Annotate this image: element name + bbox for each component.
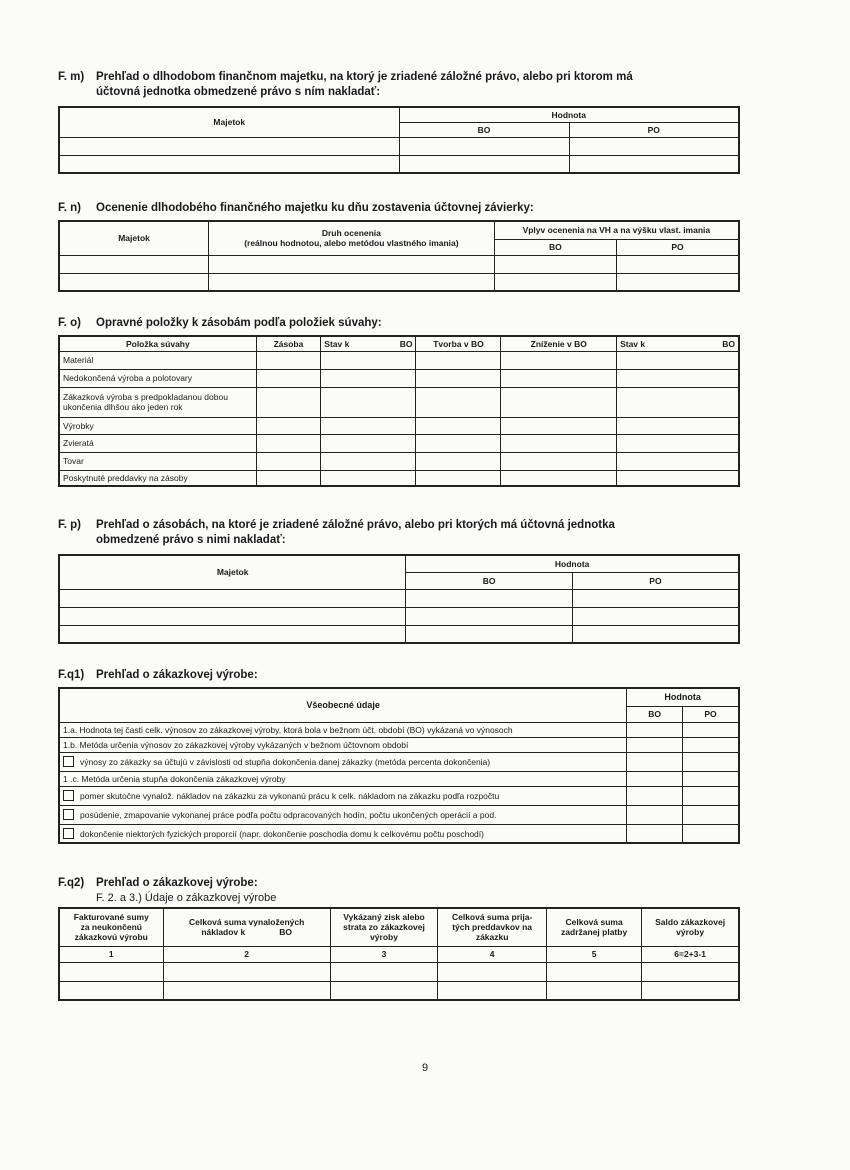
col-number: 2 <box>163 946 330 962</box>
table-cell[interactable] <box>59 607 406 625</box>
fo-table <box>58 335 740 487</box>
col-po: PO <box>572 572 739 589</box>
col-vplyv: Vplyv ocenenia na VH a na výšku vlast. imania <box>494 221 739 239</box>
table-cell[interactable] <box>59 273 209 291</box>
table-cell[interactable] <box>406 607 573 625</box>
table-cell[interactable] <box>501 434 617 452</box>
checkbox[interactable] <box>63 790 74 801</box>
section-title: Prehľad o dlhodobom finančnom majetku, na ktorý je zriadené záložné právo, alebo pri ktorom má <box>96 71 633 83</box>
section-title: Ocenenie dlhodobého finančného majetku ku dňu zostavenia účtovnej závierky: <box>96 202 534 214</box>
table-cell[interactable] <box>501 470 617 486</box>
table-cell[interactable] <box>617 273 739 291</box>
table-cell[interactable] <box>256 417 321 434</box>
table-cell[interactable] <box>683 737 739 752</box>
section-title: Prehľad o zákazkovej výrobe: <box>96 669 258 681</box>
fq1-table <box>58 687 740 844</box>
header-line: Celková suma vynaložených <box>189 917 305 928</box>
section-number: F.q2) <box>58 877 85 889</box>
section-title: Prehľad o zákazkovej výrobe: <box>96 877 258 889</box>
col-number: 3 <box>330 946 437 962</box>
header-bo: BO <box>279 927 292 938</box>
table-cell[interactable] <box>256 434 321 452</box>
table-cell[interactable] <box>501 417 617 434</box>
fn-table <box>58 220 740 292</box>
section-fn <box>58 201 740 292</box>
section-number: F. n) <box>58 202 81 214</box>
table-cell[interactable] <box>627 737 683 752</box>
row-label: 1 .c. Metóda určenia stupňa dokončenia zákazkovej výroby <box>59 771 627 786</box>
col-druh-note: (reálnou hodnotou, alebo metódou vlastného imania) <box>244 238 459 249</box>
section-title: Opravné položky k zásobám podľa položiek súvahy: <box>96 317 382 329</box>
fm-table <box>58 106 740 174</box>
table-cell[interactable] <box>330 981 437 1000</box>
table-cell[interactable] <box>416 470 501 486</box>
table-cell[interactable] <box>501 387 617 417</box>
table-cell[interactable] <box>399 155 569 173</box>
section-title-cont: obmedzené právo s nimi nakladať: <box>96 534 286 546</box>
header-line: zákazkovú výrobu <box>74 932 148 943</box>
table-cell[interactable] <box>416 387 501 417</box>
fq2-table <box>58 907 740 1001</box>
section-number: F. o) <box>58 317 81 329</box>
header-line: zadržanej platby <box>561 927 628 938</box>
checkbox[interactable] <box>63 756 74 767</box>
table-cell[interactable] <box>572 589 739 607</box>
header-line: Vykázaný zisk alebo <box>343 912 425 923</box>
col-majetok: Majetok <box>59 555 406 589</box>
table-cell[interactable] <box>617 369 739 387</box>
checkbox[interactable] <box>63 809 74 820</box>
row-label: Zvieratá <box>59 434 256 452</box>
table-cell[interactable] <box>501 452 617 470</box>
table-cell[interactable] <box>617 417 739 434</box>
table-cell[interactable] <box>330 962 437 981</box>
table-cell[interactable] <box>617 255 739 273</box>
col-majetok: Majetok <box>59 221 209 255</box>
table-cell[interactable] <box>627 752 683 771</box>
table-cell[interactable] <box>501 369 617 387</box>
col-stav: Stav k <box>324 338 350 349</box>
option-label: posúdenie, zmapovanie vykonanej práce podľa počtu odpracovaných hodín, počtu ukončených operácií a pod. <box>80 810 497 820</box>
table-cell[interactable] <box>572 607 739 625</box>
col-stav2-bo: BO <box>722 338 735 349</box>
row-label: 1.a. Hodnota tej časti celk. výnosov zo zákazkovej výroby, ktorá bola v bežnom účt. období (BO) vykázaná vo výnosoch <box>59 722 627 737</box>
table-cell[interactable] <box>59 589 406 607</box>
header-line: tých preddavkov na <box>452 922 533 933</box>
option-label: výnosy zo zákazky sa účtujú v závislosti od stupňa dokončenia danej zákazky (metóda percenta dokončenia) <box>80 757 491 767</box>
table-cell[interactable] <box>642 962 739 981</box>
table-cell[interactable] <box>569 137 739 155</box>
row-label: Poskytnuté preddavky na zásoby <box>59 470 256 486</box>
table-cell[interactable] <box>59 981 163 1000</box>
option-label: dokončenie niektorých fyzických proporcií (napr. dokončenie poschodia domu k celkovému počtu poschodí) <box>80 828 484 839</box>
col-po: PO <box>617 239 739 255</box>
col-hodnota: Hodnota <box>406 555 739 572</box>
table-cell[interactable] <box>617 351 739 369</box>
table-cell[interactable] <box>494 273 616 291</box>
table-cell[interactable] <box>321 351 416 369</box>
table-cell[interactable] <box>321 452 416 470</box>
table-cell[interactable] <box>683 752 739 771</box>
table-cell[interactable] <box>683 786 739 805</box>
table-cell[interactable] <box>321 417 416 434</box>
section-fq2 <box>58 876 740 1001</box>
table-cell[interactable] <box>59 625 406 643</box>
header-line: strata zo zákazkovej <box>343 922 425 933</box>
section-fm <box>58 70 740 174</box>
table-cell[interactable] <box>416 452 501 470</box>
row-label: Nedokončená výroba a polotovary <box>59 369 256 387</box>
col-po: PO <box>569 122 739 137</box>
checkbox[interactable] <box>63 828 74 839</box>
table-cell[interactable] <box>59 137 399 155</box>
table-cell[interactable] <box>406 589 573 607</box>
col-tvorba: Tvorba v BO <box>416 336 501 351</box>
fp-table <box>58 554 740 644</box>
col-number: 4 <box>438 946 547 962</box>
table-cell[interactable] <box>627 805 683 824</box>
header-line: za neukončenú <box>80 922 142 933</box>
header-line: zákazku <box>475 932 509 943</box>
table-cell[interactable] <box>321 434 416 452</box>
col-number: 6=2+3-1 <box>642 946 739 962</box>
table-cell[interactable] <box>163 981 330 1000</box>
table-cell[interactable] <box>683 805 739 824</box>
row-label: Zákazková výroba s predpokladanou dobou ukončenia dlhšou ako jeden rok <box>59 387 256 417</box>
section-number: F. p) <box>58 519 81 531</box>
table-cell[interactable] <box>627 824 683 843</box>
col-polozka: Položka súvahy <box>59 336 256 351</box>
section-number: F. m) <box>58 71 85 83</box>
section-subtitle: F. 2. a 3.) Údaje o zákazkovej výrobe <box>96 892 277 904</box>
col-bo: BO <box>627 706 683 722</box>
table-cell[interactable] <box>321 369 416 387</box>
table-cell[interactable] <box>683 771 739 786</box>
header-line: Celková suma prija- <box>451 912 533 923</box>
section-title: Prehľad o zásobách, na ktoré je zriadené záložné právo, alebo pri ktorých má účtovná jednotka <box>96 519 615 531</box>
table-cell[interactable] <box>399 137 569 155</box>
option-label: pomer skutočne vynalož. nákladov na zákazku za vykonanú prácu k celk. nákladom na zákazku podľa rozpočtu <box>80 791 500 801</box>
col-bo: BO <box>399 122 569 137</box>
table-cell[interactable] <box>163 962 330 981</box>
header-line: Fakturované sumy <box>73 912 149 923</box>
header-line: nákladov k <box>201 927 246 938</box>
col-vseob: Všeobecné údaje <box>59 688 627 722</box>
table-cell[interactable] <box>59 155 399 173</box>
row-label: Tovar <box>59 452 256 470</box>
table-cell[interactable] <box>572 625 739 643</box>
table-cell[interactable] <box>501 351 617 369</box>
col-number: 1 <box>59 946 163 962</box>
table-cell[interactable] <box>256 387 321 417</box>
col-stav-bo: BO <box>399 338 413 349</box>
col-majetok: Majetok <box>59 107 399 137</box>
page-number: 9 <box>421 1062 429 1074</box>
col-bo: BO <box>494 239 616 255</box>
section-fo <box>58 316 740 487</box>
table-cell[interactable] <box>683 722 739 737</box>
table-cell[interactable] <box>209 255 495 273</box>
row-label: Materiál <box>59 351 256 369</box>
table-cell[interactable] <box>416 417 501 434</box>
table-cell[interactable] <box>438 962 547 981</box>
col-number: 5 <box>547 946 642 962</box>
col-hodnota: Hodnota <box>399 107 739 122</box>
table-cell[interactable] <box>438 981 547 1000</box>
table-cell[interactable] <box>683 824 739 843</box>
table-cell[interactable] <box>617 452 739 470</box>
table-cell[interactable] <box>256 452 321 470</box>
section-title-cont: účtovná jednotka obmedzené právo s ním nakladať: <box>96 86 381 98</box>
table-cell[interactable] <box>569 155 739 173</box>
table-cell[interactable] <box>627 722 683 737</box>
table-cell[interactable] <box>256 369 321 387</box>
table-cell[interactable] <box>627 786 683 805</box>
col-po: PO <box>683 706 739 722</box>
table-cell[interactable] <box>494 255 616 273</box>
col-znizenie: Zníženie v BO <box>501 336 617 351</box>
section-number: F.q1) <box>58 669 85 681</box>
header-line: výroby <box>370 932 398 943</box>
table-cell[interactable] <box>321 387 416 417</box>
table-cell[interactable] <box>627 771 683 786</box>
table-cell[interactable] <box>547 962 642 981</box>
section-fp <box>58 518 740 644</box>
table-cell[interactable] <box>321 470 416 486</box>
col-druh: Druh ocenenia <box>321 228 381 239</box>
header-line: výroby <box>676 927 705 938</box>
table-cell[interactable] <box>406 625 573 643</box>
table-cell[interactable] <box>416 351 501 369</box>
table-cell[interactable] <box>59 255 209 273</box>
table-cell[interactable] <box>209 273 495 291</box>
table-cell[interactable] <box>617 470 739 486</box>
table-cell[interactable] <box>416 369 501 387</box>
table-cell[interactable] <box>416 434 501 452</box>
col-bo: BO <box>406 572 573 589</box>
table-cell[interactable] <box>547 981 642 1000</box>
table-cell[interactable] <box>617 434 739 452</box>
header-line: Saldo zákazkovej <box>655 917 726 928</box>
col-hodnota: Hodnota <box>627 688 739 706</box>
table-cell[interactable] <box>617 387 739 417</box>
header-line: Celková suma <box>565 917 623 928</box>
row-label: 1.b. Metóda určenia výnosov zo zákazkovej výroby vykázaných v bežnom účtovnom období <box>59 737 627 752</box>
table-cell[interactable] <box>256 470 321 486</box>
row-label: Výrobky <box>59 417 256 434</box>
col-stav2: Stav k <box>620 338 646 349</box>
table-cell[interactable] <box>642 981 739 1000</box>
col-zasoba: Zásoba <box>256 336 321 351</box>
section-fq1 <box>58 668 740 844</box>
table-cell[interactable] <box>256 351 321 369</box>
table-cell[interactable] <box>59 962 163 981</box>
